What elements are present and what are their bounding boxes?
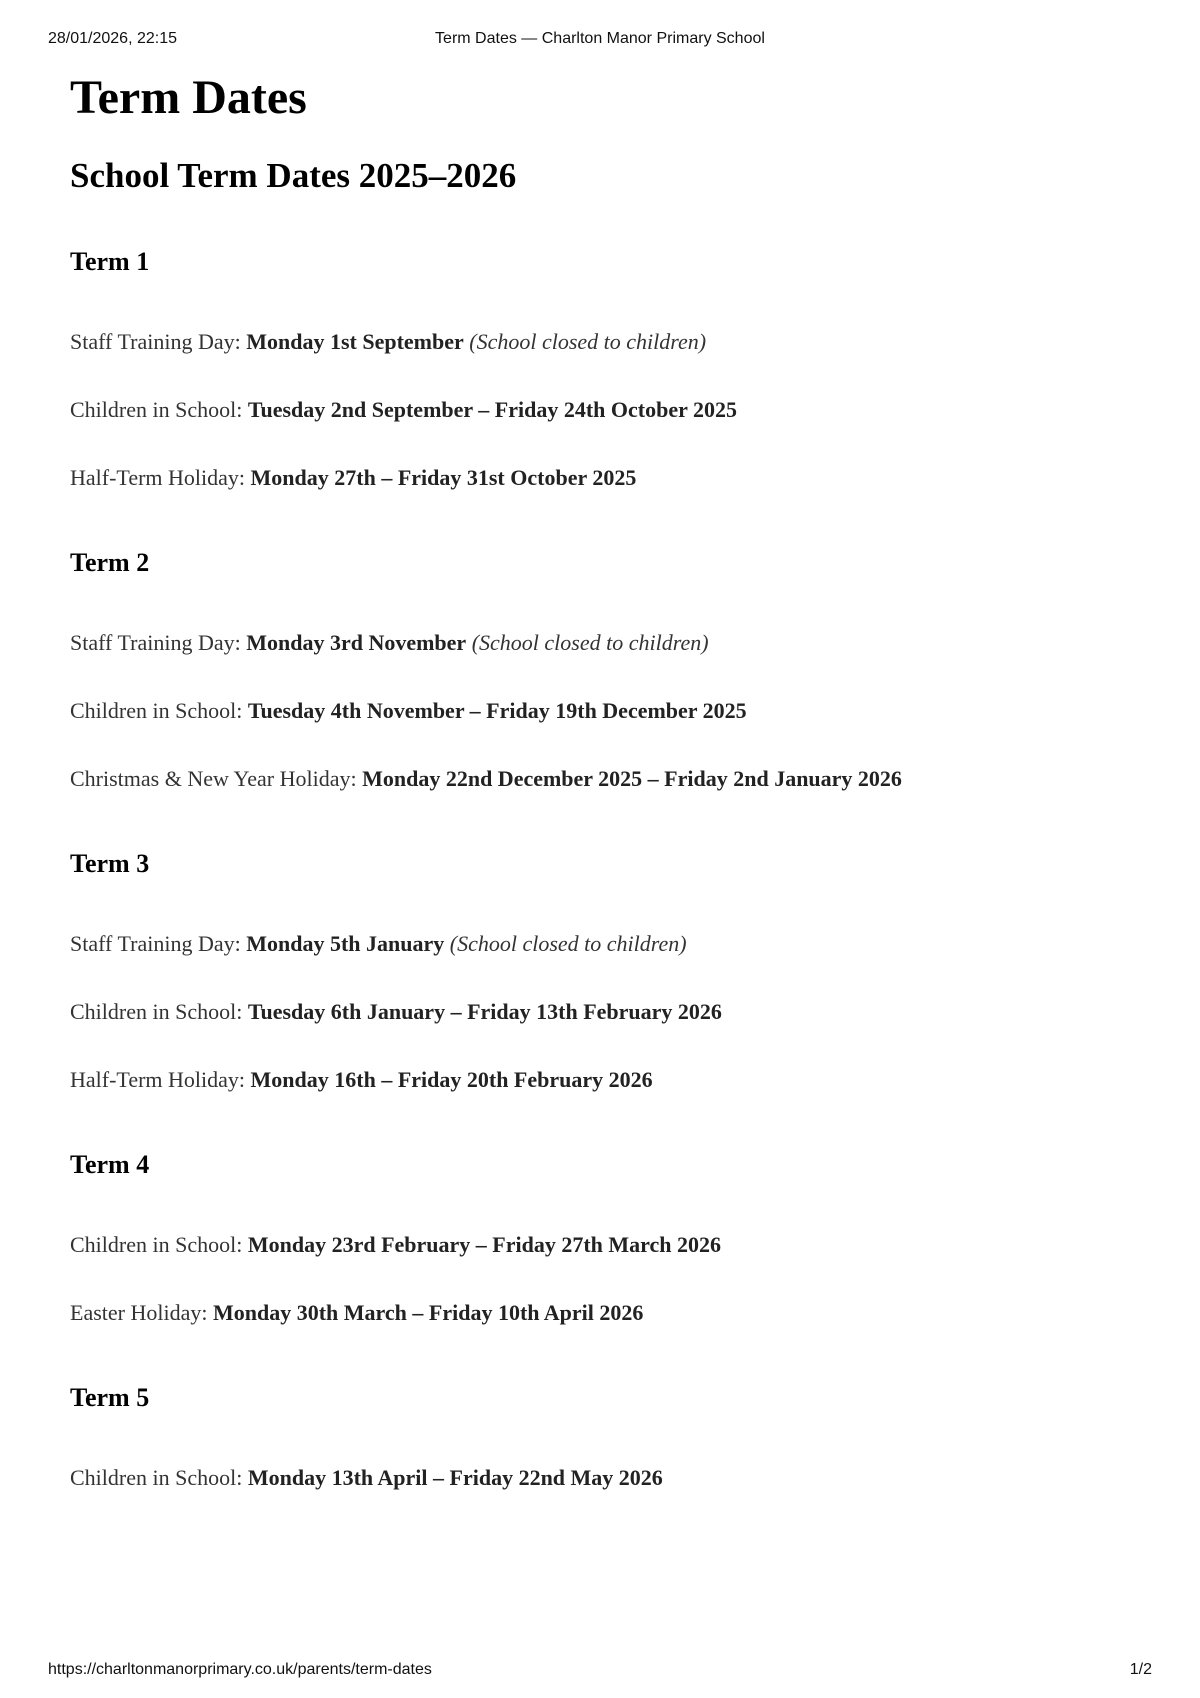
entry-value: Tuesday 6th January – Friday 13th February 2026 — [247, 999, 722, 1024]
term-entry — [70, 456, 970, 499]
entry-value: Monday 3rd November — [246, 630, 467, 655]
entry-value: Monday 22nd December 2025 – Friday 2nd January 2026 — [362, 766, 902, 791]
page-content — [70, 70, 1130, 1524]
entry-label: Half-Term Holiday: — [70, 465, 246, 490]
entry-label: Children in School: — [70, 397, 243, 422]
print-datetime: 28/01/2026, 22:15 — [48, 30, 178, 47]
page-title: Term Dates — [70, 71, 307, 124]
term-title: Term 3 — [70, 849, 150, 878]
entry-label: Half-Term Holiday: — [70, 1067, 246, 1092]
entry-label: Christmas & New Year Holiday: — [70, 766, 357, 791]
entry-value: Monday 27th – Friday 31st October 2025 — [250, 465, 637, 490]
entry-label: Children in School: — [70, 999, 243, 1024]
term-entry — [70, 621, 970, 664]
term-section — [70, 1149, 1130, 1334]
term-section — [70, 246, 1130, 499]
entry-value: Monday 13th April – Friday 22nd May 2026 — [247, 1465, 663, 1490]
term-entry — [70, 388, 970, 431]
entry-label: Children in School: — [70, 1232, 243, 1257]
entry-label: Staff Training Day: — [70, 329, 241, 354]
entry-label: Easter Holiday: — [70, 1300, 208, 1325]
page-url: https://charltonmanorprimary.co.uk/parents/term-dates — [48, 1661, 432, 1678]
term-entry — [70, 1058, 970, 1101]
entry-value: Monday 5th January — [246, 931, 445, 956]
term-entry — [70, 1223, 970, 1266]
entry-value: Monday 30th March – Friday 10th April 2026 — [212, 1300, 644, 1325]
term-section — [70, 1382, 1130, 1499]
term-entry — [70, 320, 970, 363]
page-subtitle: School Term Dates 2025–2026 — [70, 156, 517, 195]
term-entry — [70, 922, 970, 965]
entry-value: Monday 23rd February – Friday 27th March 2026 — [247, 1232, 722, 1257]
term-title: Term 1 — [70, 247, 150, 276]
entry-label: Staff Training Day: — [70, 931, 241, 956]
term-entry — [70, 689, 970, 732]
entry-note: (School closed to children) — [469, 329, 707, 354]
term-entry — [70, 990, 970, 1033]
entry-value: Monday 16th – Friday 20th February 2026 — [250, 1067, 653, 1092]
term-entry — [70, 1291, 970, 1334]
term-title: Term 5 — [70, 1383, 150, 1412]
entry-label: Children in School: — [70, 1465, 243, 1490]
term-title: Term 2 — [70, 548, 150, 577]
entry-value: Tuesday 4th November – Friday 19th December 2025 — [247, 698, 747, 723]
entry-note: (School closed to children) — [471, 630, 709, 655]
page-number: 1/2 — [1129, 1661, 1152, 1678]
print-window-title: Term Dates — Charlton Manor Primary School — [435, 30, 765, 47]
term-title: Term 4 — [70, 1150, 150, 1179]
entry-value: Monday 1st September — [246, 329, 464, 354]
term-section — [70, 848, 1130, 1101]
entry-label: Children in School: — [70, 698, 243, 723]
entry-label: Staff Training Day: — [70, 630, 241, 655]
term-entry — [70, 757, 970, 800]
print-footer — [48, 1661, 1152, 1681]
term-section — [70, 547, 1130, 800]
entry-value: Tuesday 2nd September – Friday 24th October 2025 — [247, 397, 737, 422]
term-entry — [70, 1456, 970, 1499]
print-header — [48, 30, 1152, 50]
entry-note: (School closed to children) — [449, 931, 687, 956]
